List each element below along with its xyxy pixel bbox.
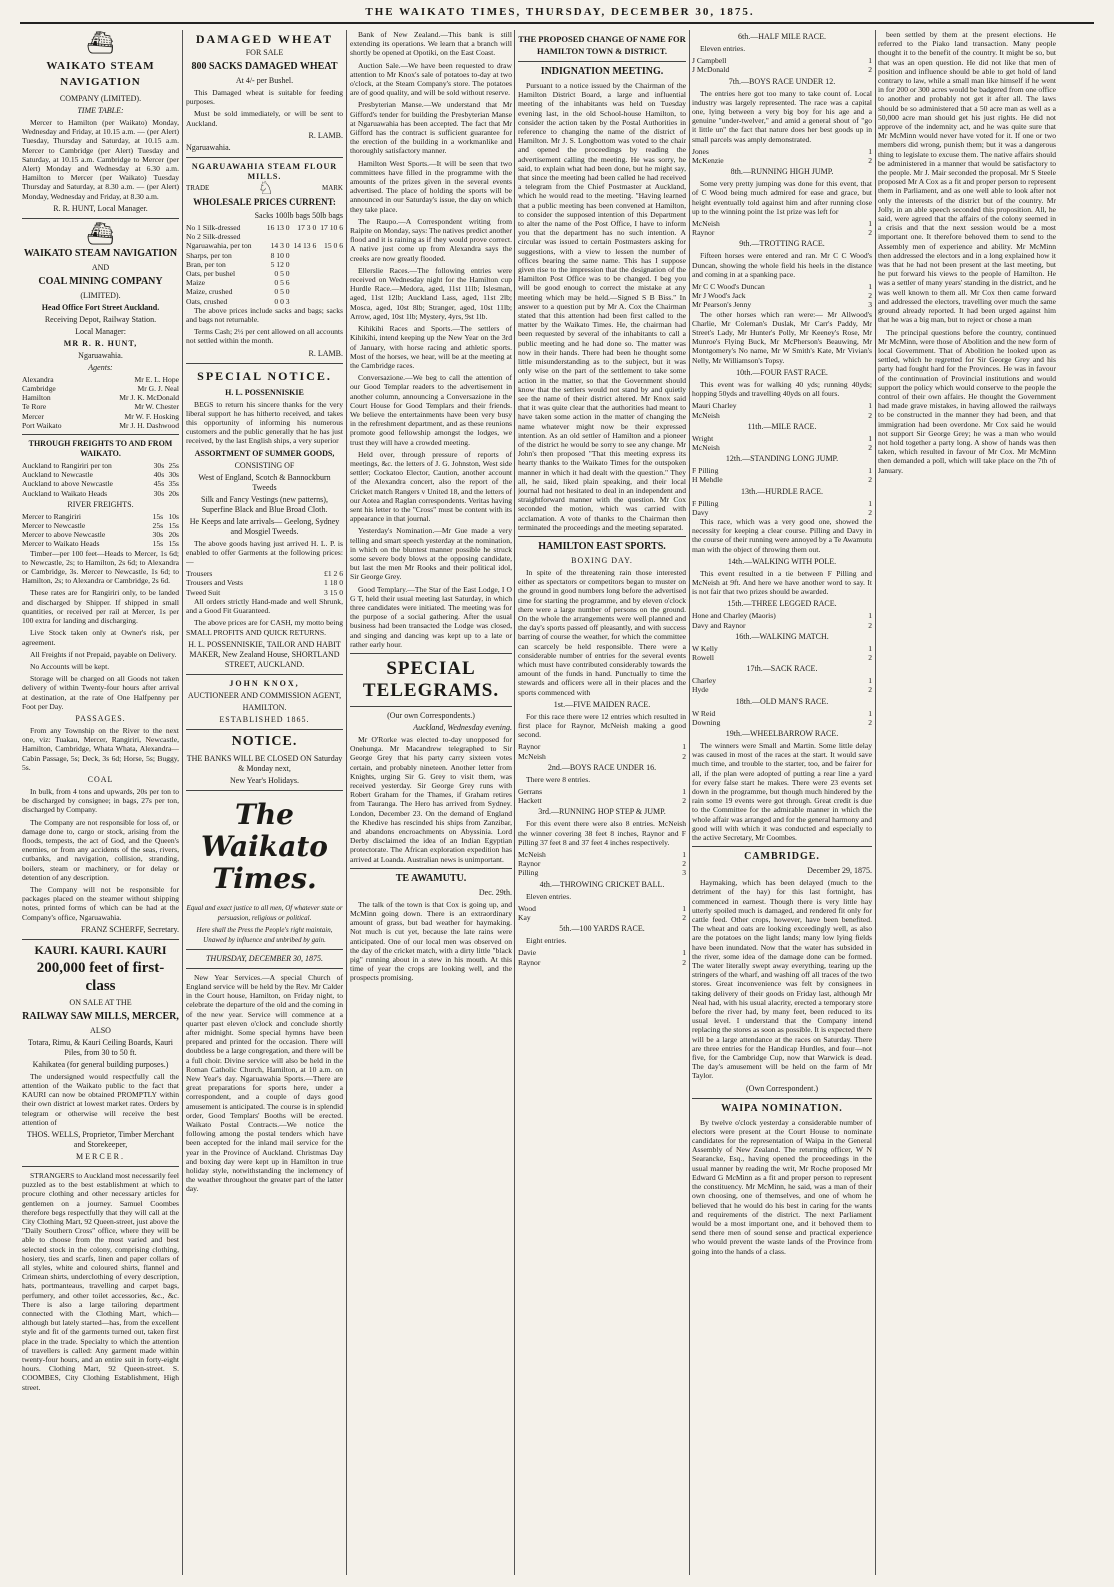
column-2 xyxy=(186,30,343,1575)
sacks-heading: 800 SACKS DAMAGED WHEAT xyxy=(191,61,338,72)
column-divider xyxy=(875,30,876,1575)
table-row: Mr Pearson's Jenny 3 xyxy=(692,300,872,310)
kauri-also: ALSO xyxy=(90,1025,111,1035)
place: Ngaruawahia. xyxy=(186,142,231,152)
special-notice-heading: SPECIAL NOTICE. xyxy=(197,368,332,383)
race-results xyxy=(692,147,872,165)
rule xyxy=(350,868,512,869)
above-goods: The above goods having just arrived H. L. P. is enabled to offer Garments at the following prices:— xyxy=(186,538,343,567)
possenniskie-body: BEGS to return his sincere thanks for the very liberal support he has hitherto received, and takes this opportunity of informing his numerous customers and the public generally that he has just received, by the last English ships, a very superior xyxy=(186,399,343,446)
rule xyxy=(692,1098,872,1099)
race-results xyxy=(692,499,872,517)
race-heading: 18th.—OLD MAN'S RACE. xyxy=(735,696,829,706)
meeting-report: Pursuant to a notice issued by the Chairman of the Hamilton District Board, a large and influential meeting of the inhabitants was held on Tuesday evening last, in the old School-house Hamilton, to consider the action taken by the Postal Authorities in reference to changing the name of the district of Hamilton. Mr J. S. Longbottom was voted to the chair and opened the proceedings by reading the advertisement calling the meeting. He was sorry, he said, to explain what had been done, but he might say, that since the meeting had been called he had received a telegram from the Chief Postmaster at Auckland, which he would read to the meeting. "Having learned that a public meeting has been convened at Hamilton, to consider the supposed intention of this Department to alter the name of the Post Office, I have to inform you that the department has no such intention. A circular was issued to certain Postmasters asking for suggestions, with a view to lessen the number of offices bearing the same name. This has I suppose given rise to the impression that the designation of the Hamilton Post Office was to be changed. I beg you will be good enough to correct the mistake at any meeting which may be held.—Signed S B Biss." In answer to a question put by Mr A. Cox the Chairman stated that this attention had been first called to the matter by the Waikato Times. He, the chairman had been requested by several of the inhabitants to call a public meeting and he had done so. The matter was now in their hands. There had been he thought some little misunderstanding as to the subject, but it was only wise on the part of the settlement to take some action in the matter, so that the Government should know that the settlers would not stand by and quietly see the name of their district altered. Mr Knox said that it was quite clear that the authorities had meant to have taken some action in the matter of changing the name whatever might now be their expressed intention. As an old settler of Hamilton and a pioneer of the district he would be sorry to see any change. Mr John's then proposed "That this meeting express its hearty thanks to the Waikato Times for the outspoken manner in which it had dealt with the question." They all, he said, liked plain speaking, and their local journal had not hesitated to deal in an independent and straightforward manner with the question. Mr Cox seconded the motion, which was carried with acclamation. A vote of thanks to the Chairman then terminated the proceedings and the meeting separated. xyxy=(518,81,686,532)
column-divider xyxy=(689,30,690,1575)
table-row: Oats, crushed 0 0 3 xyxy=(186,296,290,306)
passages-heading: PASSAGES. xyxy=(75,713,126,723)
table-row: Mauri Charley 1 xyxy=(692,401,872,411)
table-row: Te Rore Mr W. Chester xyxy=(22,402,179,412)
secretary: FRANZ SCHERFF, Secretary. xyxy=(81,924,179,934)
race-results xyxy=(692,401,872,419)
table-row: Gerrans 1 xyxy=(518,787,686,797)
race-text: This event was for walking 40 yds; running 40yds; hopping 50yds and travelling 40yds on all fours. xyxy=(692,379,872,399)
column-divider xyxy=(182,30,183,1575)
race-heading: 12th.—STANDING LONG JUMP. xyxy=(725,454,839,464)
table-row: Kay 2 xyxy=(518,913,686,923)
rule xyxy=(22,939,179,940)
sports-body: In spite of the threatening rain those interested either as spectators or competitors began to muster on the ground in good numbers long before the advertised time for starting the programme, and by eleven o'clock there were a large number of persons on the ground. On the whole the arrangements were well planned and the day's sports passed off pleasantly, and with success barring of course the weather, for which the committee can scarcely be held responsible. There were a considerable number of entries for the several events which must have contributed considerably towards the amount of the funds in hand. Punctually to time the stewards and officers were all in their places and the sports commenced with xyxy=(518,567,686,697)
timetable: Mercer to Hamilton (per Waikato) Monday, Wednesday and Friday, at 10.15 a.m. — (per Alert) Tuesday, Thursday and Saturday, at 10.15 a.m. Mercer to Cambridge (per Alert) Tuesday and Saturday, at 10.15 a.m. Cambridge to Mercer (per Alert) Monday and Wednesday at 6.30 a.m. Hamilton to Mercer (per Waikato) Tuesday Thursday and Saturday, at 8.30 a.m. — (per Alert) Monday, Wednesday and Friday, at 8.30 a.m. xyxy=(22,118,179,201)
table-row: Mercer to Newcastle 25s 15s xyxy=(22,521,179,531)
race-others: The other horses which ran were:— Mr Allwood's Charlie, Mr Coleman's Duslak, Mr Carr's Paddy, Mr Street's Lady, Mr Hunter's Polly, Mr Keeney's Rose, Mr Munroe's Flying Buck, Mr McPherson's Beauwing, Mr Montgomery's No name, Mr W Smith's Kate, Mr Vivian's Nelly, Mr Williamson's Topsy. xyxy=(692,309,872,365)
company-title: COAL MINING COMPANY xyxy=(38,275,163,287)
table-row: Hackett 2 xyxy=(518,796,686,806)
kauri-place: MERCER. xyxy=(76,1152,125,1161)
newspaper-title: The Waikato Times. xyxy=(201,797,328,895)
race-results xyxy=(518,742,686,760)
table-row: Raynor 2 xyxy=(518,859,686,869)
table-row: Mr C C Wood's Duncan 1 xyxy=(692,282,872,292)
race-results xyxy=(692,611,872,629)
manager-name: MR R. R. HUNT, xyxy=(63,338,138,348)
race-heading: 1st.—FIVE MAIDEN RACE. xyxy=(553,699,651,709)
race-heading: 3rd.—RUNNING HOP STEP & JUMP. xyxy=(538,807,666,817)
storage-note: Storage will be charged on all Goods not taken delivery of within Twenty-four hours after arrival at destination, at the rate of One Halfpenny per Foot per Day. xyxy=(22,674,179,711)
coal-heading: COAL xyxy=(87,774,114,784)
signature: R. LAMB. xyxy=(308,348,343,358)
column-divider xyxy=(346,30,347,1575)
race-text: Some very pretty jumping was done for this event, that of C Wood being much admired for ease and grace, but height eventually told against him and after running close up to the winning point the 1st prize was left for xyxy=(692,179,872,216)
company-and: AND xyxy=(91,262,110,272)
race-results xyxy=(518,948,686,966)
table-row: Maize 0 5 6 xyxy=(186,278,290,288)
te-awamutu-heading: TE AWAMUTU. xyxy=(395,872,467,884)
table-row: Alexandra Mr E. L. Hope xyxy=(22,374,179,384)
table-row: Trousers and Vests 1 18 0 xyxy=(186,578,343,588)
live-stock-note: Live Stock taken only at Owner's risk, per agreement. xyxy=(22,628,179,647)
horse-trademark-icon: ♘ xyxy=(257,177,274,198)
te-awamutu-body: The talk of the town is that Cox is going up, and McMinn going down. There is an extraordinary amount of grass, but bad weather for haymaking. Not much is cut yet, because the late rains were anticipated. One of our local men was observed on the day of the cricket match, with a dirty little "black pig" running about in a stew in his mouth. At this time of year the crops are looking well, and the prospects promising. xyxy=(350,899,512,983)
passages: From any Township on the River to the next one, viz: Tuakau, Mercer, Rangiriri, Newcastle, Hamilton, Cambridge, Whata Whata, Alexandra—Cabin Passage, 5s; Deck, 3s 6d; Horse, 5s; Buggy, 5s. xyxy=(22,725,179,772)
cambridge-signature: (Own Correspondent.) xyxy=(746,1083,818,1093)
race-results xyxy=(692,56,872,74)
rule xyxy=(186,790,343,791)
leader-text: New Year Services.—A special Church of England service will be held by the Rev. Mr Calder in the Court house, Hamilton, on Friday night, to celebrate the departure of the old and the coming in of the new year. Service will commence at a quarter past eleven o'clock and conclude shortly after midnight. Some special hymns have been prepared and printed for the occasion. There will doubtless be a large congregation, and there will be a full choir. Divine service will also be held in the Roman Catholic Church, Hamilton, at 10 a.m. on New Year's day. Ngaruawahia Sports.—There are great preparations for sports here, under a correspondent, and a couple of days good amusement is anticipated. The course is in splendid order, Good Templars' Booths will be erected. Waikato Postal Contracts.—We notice the following among the postal tenders which have been accepted for the inland mail service for the year in the Province of Auckland. Christmas Day and boxing day were kept up in Hamilton in true holiday style, notwithstanding the inclemency of the weather throughout the greater part of the latter day. xyxy=(186,972,343,1194)
race-text: For this event there were also 8 entries. McNeish the winner covering 38 feet 8 inches, Raynor and F Pilling 37 feet 8 and 37 feet 4 inches respectively. xyxy=(518,819,686,847)
waipa-heading: WAIPA NOMINATION. xyxy=(721,1102,843,1114)
race-heading: 6th.—HALF MILE RACE. xyxy=(738,32,826,41)
table-row: W Reid 1 xyxy=(692,708,872,718)
race-heading: 11th.—MILE RACE. xyxy=(747,421,817,431)
race-heading: 14th.—WALKING WITH POLE. xyxy=(727,556,837,566)
race-text: Eight entries. xyxy=(526,936,567,946)
kauri-signature: THOS. WELLS, Proprietor, Timber Merchant and Storekeeper, xyxy=(26,1130,175,1149)
table-row: Tweed Suit 3 15 0 xyxy=(186,587,343,597)
motto: Equal and exact justice to all men, Of whatever state or persuasion, religious or political. xyxy=(186,903,343,922)
race-heading: 9th.—TROTTING RACE. xyxy=(739,239,825,249)
rule xyxy=(186,968,343,969)
cambridge-date: December 29, 1875. xyxy=(807,866,872,876)
table-row: Cambridge Mr G. J. Neal xyxy=(22,384,179,394)
news-item: Kihikihi Races and Sports.—The settlers of Kihikihi, intend keeping up the New Year on the 3rd of January, with horse racing and athletic sports. Most of the horses, we hear, will be at the meeting at the Cambridge races. xyxy=(350,324,512,370)
receiving-depot: Receiving Depot, Railway Station. xyxy=(44,314,157,324)
table-row: Auckland to Rangiriri per ton 30s 25s xyxy=(22,461,179,471)
table-row: Wright 1 xyxy=(692,433,872,443)
race-results xyxy=(518,904,686,922)
table-row: Trousers £1 2 6 xyxy=(186,569,343,579)
table-row: Auckland to above Newcastle 45s 35s xyxy=(22,479,179,489)
table-row: McKenzie 2 xyxy=(692,156,872,166)
race-heading: 4th.—THROWING CRICKET BALL. xyxy=(539,879,665,889)
race-results xyxy=(692,644,872,662)
rule xyxy=(186,729,343,730)
knox-place: HAMILTON. xyxy=(242,702,287,712)
trade-label: TRADE xyxy=(186,183,210,192)
company-notice: The Company are not responsible for loss of, or damage done to, cargo or stock, arising from the floods, tempests, the act of God, and the Queen's enemies, or from any accidents of the seas, rivers, cutbanks, and navigation, collision, stranding, boilers, steam or machinery, or for delay or detention of any description. xyxy=(22,817,179,882)
rule xyxy=(22,1166,179,1167)
steamer-icon: ⛴ xyxy=(86,30,115,55)
cambridge-heading: CAMBRIDGE. xyxy=(744,851,820,863)
table-row: Pilling 3 xyxy=(518,868,686,878)
kahikatea: Kahikatea (for general building purposes.) xyxy=(32,1059,169,1069)
mark-label: MARK xyxy=(321,183,343,192)
table-row: J Campbell 1 xyxy=(692,56,872,66)
race-results xyxy=(692,709,872,727)
table-row: J McDonald 2 xyxy=(692,65,872,75)
river-freights-table xyxy=(22,512,179,549)
indignation-heading: INDIGNATION MEETING. xyxy=(540,66,664,77)
possenniskie-name: H. L. POSSENNISKIE xyxy=(225,387,304,397)
freights-table xyxy=(22,461,179,498)
rule xyxy=(350,653,512,654)
company-title: WAIKATO STEAM NAVIGATION xyxy=(46,60,155,88)
race-results xyxy=(692,282,872,310)
price-per-bushel: At 4/- per Bushel. xyxy=(235,76,294,85)
table-row: Oats, per bushel 0 5 0 xyxy=(186,269,290,279)
news-item: Ellerslie Races.—The following entries were received on Wednesday night for the Hamilton cup Hurdle Race.—Medora, aged, 11st 11lb; Islesman, aged, 11st 12lb; Auckland Lass, aged, 11st 2lb; Mosca, aged, 10st 8lb; Stranger, aged, 10st 11lb; Arrow, aged, 10st 1lb; Mystery, 4yrs, 9st 1lb. xyxy=(350,265,512,321)
masthead-rule xyxy=(20,22,1094,24)
news-item: Hamilton West Sports.—It will be seen that two committees have filled in the programme with the amounts of the prizes given in the several events advertised. The place of holding the sports will be announced in our Saturday's issue, the day on which they take place. xyxy=(350,158,512,214)
news-item: Good Templary.—The Star of the East Lodge, I O G T, held their usual meeting last Saturday, in which three candidates were initiated. The meeting was for the purpose of a social gathering. After the usual business had been transacted the Lodge was closed, and singing and dancing was kept up to a late or rather early hour. xyxy=(350,584,512,649)
table-row: F Pilling 1 xyxy=(692,498,872,508)
table-row: Ngaruawahia, per ton 14 3 0 14 13 6 15 0 6 xyxy=(186,241,343,251)
race-text: This event resulted in a tie between F Pilling and McNeish at 9ft. And here we have another word to say. It is not fair that two prizes should be awarded. xyxy=(692,568,872,597)
special-telegrams-sub: (Our own Correspondents.) xyxy=(387,711,475,720)
damaged-body: This Damaged wheat is suitable for feeding purposes. xyxy=(186,88,343,107)
company-limited: (LIMITED). xyxy=(80,290,121,300)
coal: In bulk, from 4 tons and upwards, 20s per ton to be discharged by consignee; in bags, 27s per ton, discharged by Company. xyxy=(22,786,179,815)
garments-table xyxy=(186,569,343,597)
steamer-icon: ⛴ xyxy=(86,220,115,246)
race-text: Eleven entries. xyxy=(526,891,572,901)
dateline: THURSDAY, DECEMBER 30, 1875. xyxy=(205,953,324,963)
race-text: The entries here got too many to take count of. Local industry was largely represented. The race was a capital one, lying between a very big boy for his age and a genuine "under-twelver," and amid a general shout of "go it little un" the fact that nature does her best goods up in small parcels was amply demonstrated. xyxy=(692,88,872,144)
rule xyxy=(350,706,512,707)
news-item: Conversazione.—We beg to call the attention of our Good Templar readers to the advertisement in another column, announcing a Conversazione in the Court House for Good Templars and their friends. We believe the entertainments have been very busy in the refreshment department, and as these reunions promote good fellowship amongst the lodges, we trust they will have a crowded meeting. xyxy=(350,373,512,447)
rule xyxy=(692,846,872,847)
race-heading: 7th.—BOYS RACE UNDER 12. xyxy=(728,76,836,86)
river-freights-heading: RIVER FREIGHTS. xyxy=(67,499,134,509)
table-row: Davy and Raynor 2 xyxy=(692,620,872,630)
news-item: The Raupo.—A Correspondent writing from Raipite on Monday, says: The natives predict another flood and it is raining as if they would prove correct. A native just come up from Alexandra says the creeks are now greatly flooded. xyxy=(350,216,512,263)
table-row: Davie 1 xyxy=(518,948,686,958)
table-row: McNeish 1 xyxy=(692,219,872,229)
table-row: Hone and Charley (Maoris) 1 xyxy=(692,611,872,621)
table-row: Auckland to Waikato Heads 30s 20s xyxy=(22,488,179,498)
rates-note: These rates are for Rangiriri only, to be landed and discharged by Shipper. If shipped in small quantities, or received per rail at Mercer, 1s per 100 extra for landing and discharging. xyxy=(22,588,179,626)
waipa-continued: been settled by them at the present elections. He referred to the Piako land transaction. Many people thought it to the benefit of the country. It might be so, but that was an open question. He did not like that men of position and influence should be able to get hold of land contrary to law, while a small man like himself if he went in for 200 or 300 acres would be badgered from one office to another and probably not get it after all. The laws should be so administered that a 50 acre man as well as a 50,000 acre man should get his just rights. He did not approve of the indemnity act, and he was quite sure that Mr McMinn would never have voted for it. If one or two members did wrong, punish them; but it was a dangerous thing to legislate to excuse them. The native affairs should be administered in a manner that would be satisfactory to the people. Mr J. Mair seconded the proposal. Mr S Steele proposed Mr A Cox as a fit and proper person to represent them in Parliament, and as one well able to look after not only the interests of the district but of the country. Mr Jolly, in an able speech seconded this proposition. All, he said, were agreed that the affairs of the colony seemed in a crisis and that the next session would be a most important one. It therefore behoved them to send to the Assembly men of experience and ability. Mr McMinn then addressed the electors and in a long explained how it was that he had not been present at the last meeting, but he put forward his views to the people of Hamilton. He was a settler of many years' standing in the district, and he was well known to them all. Mr Cox then came forward and addressed the electors, travelling over much the same ground already reported. It had been urged against him that he was a big man, but to reject or chose a man xyxy=(878,30,1056,325)
rule xyxy=(518,61,686,62)
local-manager-label: Local Manager: xyxy=(75,326,126,336)
cash-note: The above prices are for CASH, my motto being SMALL PROFITS AND QUICK RETURNS. xyxy=(186,618,343,637)
for-sale: FOR SALE xyxy=(245,48,284,57)
kauri-mill: RAILWAY SAW MILLS, MERCER, xyxy=(22,1010,179,1022)
agents-table xyxy=(22,375,179,430)
race-heading: 8th.—RUNNING HIGH JUMP. xyxy=(730,167,834,177)
race-text: Eleven entries. xyxy=(700,44,746,53)
kauri-heading: KAURI. KAURI. KAURI xyxy=(34,942,167,957)
column-3 xyxy=(350,30,512,1575)
timber-rates: Timber—per 100 feet—Heads to Mercer, 1s 6d; to Newcastle, 2s; to Hamilton, 2s 6d; to Alexandra or Cambridge, 3s. Mercer to Newcastle, 1s 6d; to Hamilton, 2s; to Alexandra or Cambridge, 2s 6d. xyxy=(22,548,179,586)
knox-established: ESTABLISHED 1865. xyxy=(219,714,310,724)
column-divider xyxy=(514,30,515,1575)
possenniskie-signature: H. L. POSSENNISKIE, TAILOR AND HABIT MAKER, New Zealand House, SHORTLAND STREET, AUCKLAND. xyxy=(188,639,341,669)
table-row: W Kelly 1 xyxy=(692,643,872,653)
accounts-note: No Accounts will be kept. xyxy=(30,661,110,671)
table-row: Bran, per ton 5 12 0 xyxy=(186,259,290,269)
prepaid-note: All Freights if not Prepaid, payable on Delivery. xyxy=(30,649,177,659)
race-results xyxy=(692,219,872,237)
table-row: Rowell 2 xyxy=(692,652,872,662)
sports-heading: HAMILTON EAST SPORTS. xyxy=(538,540,666,552)
table-row: Downing 2 xyxy=(692,717,872,727)
strangers-advert: STRANGERS to Auckland most necessarily feel puzzled as to the best establishment at which to procure clothing and other necessary articles for gentlemen on a journey. Samuel Coombes therefore begs respectfully that they will call at the City Clothing Mart, 92 Queen-street, just above the "Daily Southern Cross" office, where they will be able to choose from the most varied and best selected stock in the colony, comprising clothing, hosiery, ties and scarfs, linen and paper collars of all styles, white and coloured shirts, flannel and Crimean shirts, underclothing of every description, hats, portmanteaus, travelling and carpet bags, perfumery, and other toilet accessories, &c., &c. There is also a large tailoring department connected with the Clothing Mart, which—although but lately started—has, from the excellent style and fit of the garments turned out, taken first place in the trade. Specialty to which the attention of travellers is called: Any garment made within twenty-four hours, and an entire suit in forty-eight hours. Clothing Mart, 92 Queen-street. S. COOMBES, City Clothing Establishment, High street. xyxy=(22,1171,179,1392)
column-6 xyxy=(878,30,1056,1575)
rule xyxy=(186,674,343,675)
prices-column-head: Sacks 100lb bags 50lb bags xyxy=(254,211,343,221)
table-row: No 2 Silk-dressed xyxy=(186,232,241,242)
rule xyxy=(186,363,343,364)
proposed-change-heading: THE PROPOSED CHANGE OF NAME FOR HAMILTON TOWN & DISTRICT. xyxy=(518,34,686,56)
table-row: Raynor 2 xyxy=(692,228,872,238)
telegram-dateline: Auckland, Wednesday evening. xyxy=(413,723,512,732)
trade-mark xyxy=(186,177,343,198)
race-results xyxy=(692,434,872,452)
freights-heading: THROUGH FREIGHTS TO AND FROM WAIKATO. xyxy=(28,439,173,459)
race-heading: 15th.—THREE LEGGED RACE. xyxy=(727,599,837,609)
kauri-on-sale: ON SALE AT THE xyxy=(69,997,132,1007)
agents-heading: Agents: xyxy=(88,362,113,372)
knox-heading: JOHN KNOX, xyxy=(229,678,300,688)
table-row: McNeish 2 xyxy=(518,751,686,761)
race-results xyxy=(518,787,686,805)
table-row: McNeish 1 xyxy=(518,850,686,860)
company-notice-2: The Company will not be responsible for packages placed on the steamer without shipping notes, printed forms of which can be had at the Company's office, Ngaruawahia. xyxy=(22,884,179,922)
table-row: Maize, crushed 0 5 0 xyxy=(186,287,290,297)
boxing-day: BOXING DAY. xyxy=(571,555,633,565)
waipa-continued-2: The principal questions before the country, continued Mr McMinn, were those of Abolition and the new form of local Government. That of Abolition he looked upon as settled, which he regretted for Sir George Grey and his party had fought hard for the Provinces. He was in favour of the continuation of Provincial institutions and would support the policy which would conserve to the people the control of their own affairs. He thought the Government had made grave mistakes, in having allowed the railways to be constructed in the manner they had been, and that immigration had been overdone. Mr Cox said he would not support Sir George Grey; he was a man who would not hold together a party long. A show of hands was then taken, which resulted in favour of Mr Cox. Mr McMinn then demanded a poll, which will take place on the 7th of January. xyxy=(878,327,1056,475)
table-row: Hamilton Mr J. K. McDonald xyxy=(22,393,179,403)
terms: Terms Cash; 2½ per cent allowed on all accounts not settled within the month. xyxy=(186,327,343,346)
table-row: Mercer to Waikato Heads 15s 15s xyxy=(22,539,179,549)
kauri-quantity: 200,000 feet of first-class xyxy=(36,959,165,994)
notice-heading: NOTICE. xyxy=(231,733,298,749)
consisting: CONSISTING OF xyxy=(234,460,295,470)
table-row: Port Waikato Mr J. H. Dashwood xyxy=(22,420,179,430)
assortment: ASSORTMENT OF SUMMER GOODS, xyxy=(194,448,335,458)
news-item: Yesterday's Nomination.—Mr Gue made a very telling and smart speech yesterday at the nomination, in which on the bluntest manner possible he struck some severe body blows at the opposing candidate, but last the men Mr Rooks and their political idol, Sir George Grey. xyxy=(350,526,512,582)
table-row: McNeish 2 xyxy=(692,410,872,420)
notice-holidays: New Year's Holidays. xyxy=(230,775,299,785)
company-title: WAIKATO STEAM NAVIGATION xyxy=(23,247,178,259)
head-office: Head Office Fort Street Auckland. xyxy=(41,302,160,312)
table-row: Wood 1 xyxy=(518,903,686,913)
table-row: No 1 Silk-dressed 16 13 0 17 3 0 17 10 6 xyxy=(186,223,343,233)
kauri-body: The undersigned would respectfully call the attention of the Waikato public to the fact that KAURI can now be obtained PROMPTLY within their own district at lowest market rates. Orders by telegram or otherwise will receive the best attention of xyxy=(22,1071,179,1127)
table-row: Auckland to Newcastle 40s 30s xyxy=(22,470,179,480)
race-heading: 13th.—HURDLE RACE. xyxy=(741,486,823,496)
cambridge-body: Haymaking, which has been delayed (much to the detriment of the hay) for this last fortnight, has commenced in earnest. Though there is very little hay utterly spoiled much is damaged, and rendered fit only for cattle feed. Other crops, however, have been benefited. The wheat and oats are looking exceedingly well, as also are the potatoes on the light lands; many low lying fields have been inundated. Now that the water has subsided in the river, some idea of the damage done can be formed. The water literally swept away everything, tearing up the stringers of the wharf, and washing off all traces of the two stores. Great inconvenience was felt by consignees in taking delivery of their goods on Friday last, although Mr Neal had, with his usual alacrity, erected a temporary store before the river had, by many feet, been reduced to its usual level. I understand that the Company intend replacing the stores as soon as possible. It is expected there will be a large attendance at the races on Saturday. There are three entries for the Handicap Hurdles, and four—not five, for the Cambridge Cup, now that Warwick is dead. The day's amusement will be held on the farm of Mr Taylor. xyxy=(692,878,872,1081)
race-heading: 2nd.—BOYS RACE UNDER 16. xyxy=(547,762,657,772)
news-item: Bank of New Zealand.—This bank is still extending its operations. We learn that a branch will shortly be opened at Opotiki, on the East Coast. xyxy=(350,30,512,58)
damaged-wheat-heading: DAMAGED WHEAT xyxy=(195,32,334,46)
table-row: Mercer Mr W. F. Hosking xyxy=(22,411,179,421)
must-be-sold: Must be sold immediately, or will be sent to Auckland. xyxy=(186,109,343,128)
waipa-body: By twelve o'clock yesterday a considerable number of electors were present at the Court House to nominate candidates for the representation of Waipa in the General Assembly of New Zealand. The returning officer, W N Searancke, Esq., having opened the proceedings in the usual manner by reading the writ, Mr Roche proposed Mr Edward G McMinn as a fit and proper person to represent the constituency. Mr McMinn, he said, was a man of their own choosing, one of themselves, and one of whom he believed that he would do his best in caring for the wants and requirements of the district. The next Parliament would be a most important one, and it behoved them to send there men of sound sense and practical experience who would prevent the waste lands of the Province from going into the hands of a class. xyxy=(692,1117,872,1256)
mills-heading: NGARUAWAHIA STEAM FLOUR MILLS. xyxy=(191,161,338,181)
news-item: Presbyterian Manse.—We understand that Mr Gifford's tender for building the Presbyterian Manse at Ngaruawahia has been accepted. The fact that Mr Gifford has the contract is sufficient guarantee for the erection of the building in a workmanlike and thoroughly satisfactory manner. xyxy=(350,100,512,156)
telegrams: Mr O'Rorke was elected to-day unopposed for Onehunga. Mr Macandrew telegraphed to Sir George Grey that his party carry sixteen votes certain, and probably nineteen. Another letter from Knights, urging Sir G. Grey to visit them, was received yesterday. Sir George Grey runs with Robert Graham for the Thames, if Graham retires from Tauranga. The Hero has arrived from Sydney. London, December 23. On the demand of England the Khedive has rescinded his ships from Zanzibar, and abandons encroachments on Abyssinia. Lord Derby disclaimed the idea of an Indian Egyptian protectorate. The African exploration expedition has arrived at Loanda. Australian news is unimportant. xyxy=(350,735,512,864)
race-results xyxy=(692,676,872,694)
race-heading: 19th.—WHEELBARROW RACE. xyxy=(725,728,839,738)
motto-2: Here shall the Press the People's right maintain, Unawed by influence and unbribed by gain. xyxy=(196,925,333,944)
column-4 xyxy=(518,30,686,1575)
table-row: Jones 1 xyxy=(692,146,872,156)
timetable-heading: TIME TABLE: xyxy=(77,106,124,115)
race-heading: 10th.—FOUR FAST RACE. xyxy=(736,367,828,377)
table-row: Mercer to above Newcastle 30s 20s xyxy=(22,530,179,540)
timetable-signature: R. R. HUNT, Local Manager. xyxy=(53,203,148,213)
table-row: Sharps, per ton 8 10 0 xyxy=(186,250,290,260)
table-row: Mercer to Rangiriri 15s 10s xyxy=(22,511,179,521)
race-heading: 5th.—100 YARDS RACE. xyxy=(559,924,645,934)
race-text: The winners were Small and Martin. Some little delay was caused in most of the races at the start. It would save much time, and trouble to the starter, too, and be fairer for all, if the plan were adopted of putting a rear line a yard for every false start he makes. There were 23 events set down in the programme, but though much hindered by the rain some 19 events were got through. Great credit is due to the Committee for the admirable manner in which the whole affair was arranged and for the general harmony and good will with which it was conducted and especially to the active Secretary, Mr Coombes. xyxy=(692,740,872,842)
news-item: Auction Sale.—We have been requested to draw attention to Mr Knox's sale of potatoes to-day at two o'clock, at the Steam Company's store. The potatoes are of good quality, and will be sold without reserve. xyxy=(350,60,512,98)
wholesale-heading: WHOLESALE PRICES CURRENT: xyxy=(193,197,336,208)
silk-vestings: Silk and Fancy Vestings (new patterns), Superfine Black and Blue Broad Cloth. xyxy=(201,494,328,514)
table-row: Raynor 2 xyxy=(518,957,686,967)
te-awamutu-date: Dec. 29th. xyxy=(478,887,512,897)
table-row: H Mehdle 2 xyxy=(692,475,872,485)
race-results xyxy=(692,466,872,484)
race-text: Fifteen horses were entered and ran. Mr C C Wood's Duncan, showing the whole field his heels in the distance and coming in at a spanking pace. xyxy=(692,251,872,279)
table-row: Raynor 1 xyxy=(518,742,686,752)
race-text: There were 8 entries. xyxy=(526,774,591,784)
column-1 xyxy=(22,30,179,1575)
rule xyxy=(186,157,343,158)
company-subtitle: COMPANY (LIMITED). xyxy=(59,94,142,103)
notice-body: THE BANKS WILL BE CLOSED ON Saturday & Monday next, xyxy=(186,753,343,773)
table-row: Hyde 2 xyxy=(692,685,872,695)
race-heading: 16th.—WALKING MATCH. xyxy=(735,631,829,641)
special-telegrams-heading: SPECIAL TELEGRAMS. xyxy=(362,658,500,701)
prices-table xyxy=(186,223,343,306)
manager-place: Ngaruawahia. xyxy=(78,350,123,360)
news-item: Held over, through pressure of reports of meetings, &c. the letters of J. G. Johnston, West side settler; Cockatoo Elector, Caution, another account of the Alexandra concert, also the report of the Cricket match Rangers v United 18, and the letters of our Aotea and Raglan correspondents. Veritas having sent his letter to the "Cross" must be content with its appearance in that journal. xyxy=(350,449,512,524)
signature: R. LAMB. xyxy=(308,130,343,140)
rule xyxy=(186,949,343,950)
rule xyxy=(22,434,179,435)
late-arrivals: He Keeps and late arrivals— Geelong, Sydney and Mosgiel Tweeds. xyxy=(189,516,340,536)
race-heading: 17th.—SACK RACE. xyxy=(746,664,818,674)
knox-line: AUCTIONEER AND COMMISSION AGENT, xyxy=(187,690,342,700)
kauri-items: Totara, Rimu, & Kauri Ceiling Boards, Kauri Piles, from 30 to 50 ft. xyxy=(28,1037,173,1057)
table-row: McNeish 2 xyxy=(692,442,872,452)
race-text: For this race there were 12 entries which resulted in first place for Raynor, McNeish making a good second. xyxy=(518,711,686,740)
race-results xyxy=(518,850,686,878)
masthead: THE WAIKATO TIMES, THURSDAY, DECEMBER 30, 1875. xyxy=(365,6,755,18)
table-row: F Pilling 1 xyxy=(692,466,872,476)
rule xyxy=(22,218,179,219)
table-row: Charley 1 xyxy=(692,676,872,686)
orders-note: All orders strictly Hand-made and well Shrunk, and a Good Fit Guaranteed. xyxy=(186,596,343,616)
rule xyxy=(518,536,686,537)
west-of-england: West of England, Scotch & Bannockburn Tweeds xyxy=(198,472,331,492)
race-text: This race, which was a very good one, showed the necessity for keeping a clear course. Pilling and Davy in the course of their running were annoyed by a Te Awamutu man with the object of throwing them out. xyxy=(692,516,872,554)
prices-note: The above prices include sacks and bags; sacks and bags not returnable. xyxy=(186,305,343,325)
table-row: Davy 2 xyxy=(692,507,872,517)
column-5 xyxy=(692,30,872,1575)
table-row: Mr J Wood's Jack 2 xyxy=(692,291,872,301)
